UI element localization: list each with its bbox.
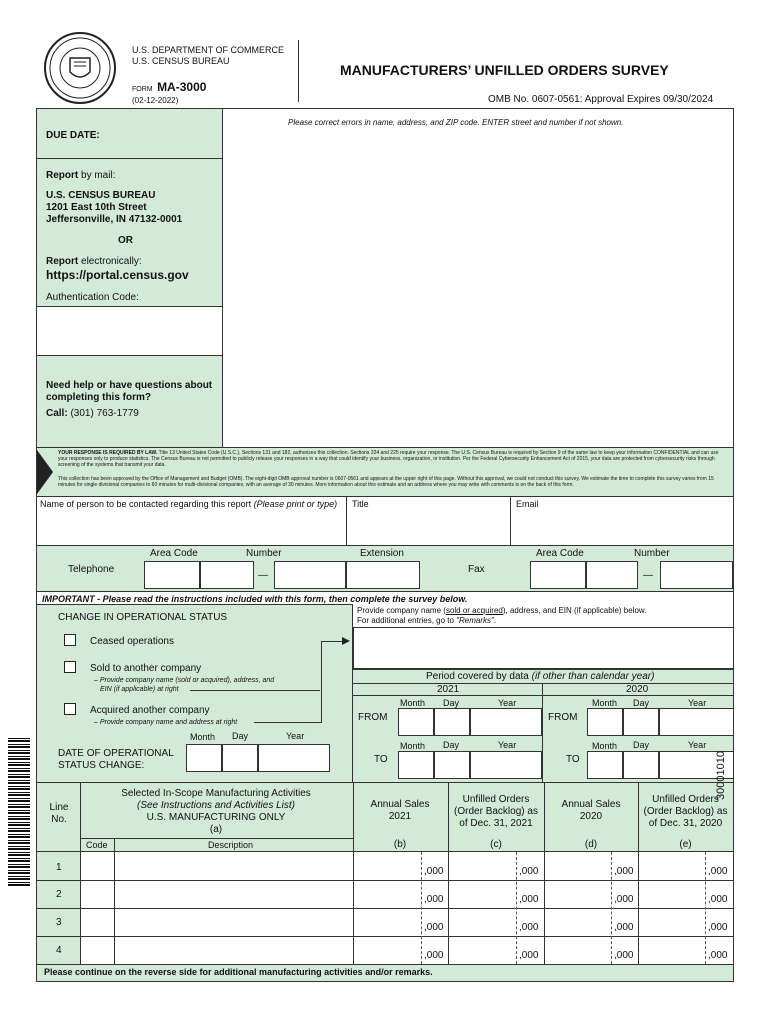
- col-c-label: (c): [490, 839, 502, 850]
- status-month-label: Month: [190, 732, 216, 742]
- to-2021-year-input[interactable]: [470, 751, 542, 779]
- to-2021-day-input[interactable]: [434, 751, 470, 779]
- address-area[interactable]: [224, 109, 733, 447]
- form-number: [132, 78, 206, 96]
- to-2021-label: TO: [374, 754, 388, 765]
- from-2020-month-input[interactable]: [587, 708, 623, 736]
- row-unfilled-2020-zeros: ,000: [708, 866, 728, 877]
- sold-label: Sold to another company: [90, 663, 202, 674]
- help-phone: Call: (301) 763-1779: [46, 408, 139, 419]
- census-seal: [44, 32, 116, 104]
- sold-note-1: – Provide company name (sold or acquired), address, and: [94, 677, 275, 684]
- to-2020-month-input[interactable]: [587, 751, 623, 779]
- from-2021-month-label: Month: [400, 698, 426, 708]
- row-code-input[interactable]: [81, 937, 114, 964]
- legal-text: YOUR RESPONSE IS REQUIRED BY LAW. Title 13 United States Code (U.S.C.), Sections 131 and 182, authorizes this collection. Sections 224 and 225 require your response. The U.S. Census Bureau is required by Section 9 of the same law to keep your information CONFIDENTIAL and can use your responses only to produce statistics. The Census Bureau is not permitted to publicly release your responses in a way that could identify your business, organization, or institution. Per the Federal Cybersecurity Enhancement Act of 2015, your data are protected from cybersecurity risks through screening of the systems that transmit your data.: [58, 450, 719, 468]
- auth-code-label: Authentication Code:: [46, 292, 139, 303]
- connector-arrow: [342, 637, 350, 645]
- extension-label: Extension: [360, 548, 404, 559]
- report-electronic: Report electronically:: [46, 256, 142, 267]
- from-2020-label: FROM: [548, 712, 578, 723]
- row-description-input[interactable]: [115, 937, 353, 964]
- status-date-label-2: STATUS CHANGE:: [58, 760, 145, 771]
- sold-checkbox[interactable]: [64, 661, 76, 673]
- legal-arrow: [37, 450, 53, 494]
- row-number: 2: [56, 889, 62, 900]
- row-number: 1: [56, 862, 62, 873]
- fax-area-code-label: Area Code: [536, 548, 584, 559]
- status-month-input[interactable]: [186, 744, 222, 772]
- phone-extension-input[interactable]: [346, 561, 420, 589]
- to-2020-month-label: Month: [592, 741, 618, 751]
- period-2020-label: 2020: [626, 684, 649, 695]
- ceased-checkbox[interactable]: [64, 634, 76, 646]
- to-2020-day-label: Day: [633, 740, 650, 750]
- to-2021-day-label: Day: [443, 740, 460, 750]
- ceased-label: Ceased operations: [90, 636, 174, 647]
- omb-approval: OMB No. 0607-0561: Approval Expires 09/30/2024: [488, 94, 714, 105]
- sales-2020-header-1: Annual Sales: [561, 799, 621, 810]
- to-2020-label: TO: [566, 754, 580, 765]
- fax-dash: —: [643, 570, 653, 581]
- contact-name-input[interactable]: [37, 512, 346, 544]
- form-prefix: FORM: [132, 86, 153, 93]
- status-year-input[interactable]: [258, 744, 330, 772]
- acquired-note: – Provide company name and address at right: [94, 719, 238, 726]
- status-year-label: Year: [286, 731, 305, 741]
- contact-email-input[interactable]: [511, 512, 733, 544]
- selected-header-3: U.S. MANUFACTURING ONLY: [146, 812, 286, 823]
- form-date: (02-12-2022): [132, 96, 179, 105]
- row-sales-2021-zeros: ,000: [424, 866, 444, 877]
- row-code-input[interactable]: [81, 853, 114, 880]
- side-form-code: 30001010: [715, 751, 727, 800]
- report-mail: Report by mail:: [46, 170, 116, 181]
- from-2020-year-label: Year: [688, 698, 707, 708]
- form-id: MA-3000: [157, 80, 207, 94]
- dept-name: U.S. DEPARTMENT OF COMMERCE: [132, 45, 285, 55]
- contact-title-input[interactable]: [347, 512, 510, 544]
- company-info-input[interactable]: [353, 627, 733, 669]
- bureau-name: U.S. CENSUS BUREAU: [132, 56, 230, 66]
- barcode: [8, 736, 30, 886]
- row-unfilled-2020-zeros: ,000: [708, 950, 728, 961]
- row-sales-2021-zeros: ,000: [424, 950, 444, 961]
- portal-link[interactable]: https://portal.census.gov: [46, 268, 189, 282]
- from-2021-year-label: Year: [498, 698, 517, 708]
- row-sales-2020-zeros: ,000: [614, 866, 634, 877]
- row-description-input[interactable]: [115, 881, 353, 908]
- row-number: 3: [56, 917, 62, 928]
- from-2021-day-label: Day: [443, 698, 460, 708]
- legal-text-2: This collection has been approved by the Office of Management and Budget (OMB). The eight-digit OMB approval number is 0607-0561 and appears at the upper right of this page. Without this approval, we could not conduct this survey. We estimate the time to complete this survey varies from 15 minutes for single divisional companies to 60 minutes for multi-divisional companies, with an average of 30 minutes. More information about this estimate and an address where you may write with comments is on the back of this form.: [58, 476, 714, 488]
- auth-code-input[interactable]: [37, 306, 223, 356]
- unfilled-2021-header-2: (Order Backlog) as: [454, 806, 538, 817]
- from-2020-year-input[interactable]: [659, 708, 733, 736]
- phone-line-input[interactable]: [274, 561, 346, 589]
- to-2021-year-label: Year: [498, 740, 517, 750]
- col-b-label: (b): [393, 839, 407, 850]
- from-2020-month-label: Month: [592, 698, 618, 708]
- row-unfilled-2021-zeros: ,000: [519, 922, 539, 933]
- selected-header-1: Selected In-Scope Manufacturing Activities: [121, 788, 311, 799]
- area-code-label: Area Code: [150, 548, 198, 559]
- sales-2021-header-2: 2021: [388, 811, 412, 822]
- from-2021-year-input[interactable]: [470, 708, 542, 736]
- acquired-checkbox[interactable]: [64, 703, 76, 715]
- or-label: OR: [118, 235, 133, 246]
- unfilled-2021-header-3: of Dec. 31, 2021: [459, 818, 533, 829]
- company-instructions-1: Provide company name (sold or acquired), address, and EIN (if applicable) below.: [357, 606, 647, 615]
- row-unfilled-2021-zeros: ,000: [519, 950, 539, 961]
- contact-title-label: Title: [352, 499, 369, 509]
- mail-address-3: Jeffersonville, IN 47132-0001: [46, 214, 183, 225]
- number-label: Number: [246, 548, 282, 559]
- row-code-input[interactable]: [81, 909, 114, 936]
- from-2020-day-input[interactable]: [623, 708, 659, 736]
- fax-prefix-input[interactable]: [586, 561, 638, 589]
- to-2020-year-label: Year: [688, 740, 707, 750]
- status-heading: CHANGE IN OPERATIONAL STATUS: [58, 612, 228, 623]
- col-d-label: (d): [584, 839, 598, 850]
- row-number: 4: [56, 945, 62, 956]
- row-unfilled-2021-zeros: ,000: [519, 894, 539, 905]
- fax-label: Fax: [468, 564, 485, 575]
- from-2021-month-input[interactable]: [398, 708, 434, 736]
- row-sales-2021-zeros: ,000: [424, 894, 444, 905]
- company-instructions-2: For additional entries, go to "Remarks".: [357, 616, 497, 625]
- line-no-header: Line No.: [49, 802, 69, 825]
- row-sales-2020-zeros: ,000: [614, 922, 634, 933]
- row-description-input[interactable]: [115, 853, 353, 880]
- sold-note-2: EIN (if applicable) at right: [100, 686, 179, 693]
- from-2020-day-label: Day: [633, 698, 650, 708]
- acquired-label: Acquired another company: [90, 705, 210, 716]
- phone-prefix-input[interactable]: [200, 561, 254, 589]
- unfilled-2021-header-1: Unfilled Orders: [462, 794, 530, 805]
- to-2021-month-label: Month: [400, 741, 426, 751]
- row-sales-2021-zeros: ,000: [424, 922, 444, 933]
- connector-line: [321, 641, 322, 723]
- address-correction-note: Please correct errors in name, address, and ZIP code. ENTER street and number if not shown.: [288, 118, 624, 127]
- row-description-input[interactable]: [115, 909, 353, 936]
- contact-name-label: Name of person to be contacted regarding this report (Please print or type): [40, 499, 338, 509]
- row-sales-2020-zeros: ,000: [614, 894, 634, 905]
- period-2021-label: 2021: [437, 684, 460, 695]
- mail-address-1: U.S. CENSUS BUREAU: [46, 190, 156, 201]
- row-sales-2020-zeros: ,000: [614, 950, 634, 961]
- period-label: Period covered by data (if other than calendar year): [426, 671, 655, 682]
- row-unfilled-2021-zeros: ,000: [519, 866, 539, 877]
- col-a-label: (a): [209, 824, 223, 835]
- to-2021-month-input[interactable]: [398, 751, 434, 779]
- unfilled-2020-header-2: (Order Backlog) as: [643, 806, 728, 817]
- form-title: MANUFACTURERS’ UNFILLED ORDERS SURVEY: [340, 62, 669, 78]
- from-2021-label: FROM: [358, 712, 388, 723]
- fax-area-code-input[interactable]: [530, 561, 586, 589]
- from-2021-day-input[interactable]: [434, 708, 470, 736]
- help-text: Need help or have questions about completing this form?: [46, 380, 213, 403]
- row-unfilled-2020-zeros: ,000: [708, 922, 728, 933]
- description-header: Description: [208, 840, 254, 850]
- due-date-label: DUE DATE:: [46, 130, 100, 141]
- status-day-input[interactable]: [222, 744, 258, 772]
- row-unfilled-2020-zeros: ,000: [708, 894, 728, 905]
- unfilled-2020-header-1: Unfilled Orders: [652, 794, 719, 805]
- code-header: Code: [86, 840, 108, 850]
- unfilled-2020-header-3: of Dec. 31, 2020: [648, 818, 723, 829]
- sales-2020-header-2: 2020: [579, 811, 603, 822]
- fax-line-input[interactable]: [660, 561, 733, 589]
- phone-area-code-input[interactable]: [144, 561, 200, 589]
- to-2020-day-input[interactable]: [623, 751, 659, 779]
- sales-2021-header-1: Annual Sales: [370, 799, 430, 810]
- footer-note: Please continue on the reverse side for additional manufacturing activities and/or remarks.: [44, 967, 433, 977]
- col-e-label: (e): [679, 839, 692, 850]
- telephone-label: Telephone: [68, 564, 115, 575]
- mail-address-2: 1201 East 10th Street: [46, 202, 147, 213]
- selected-header-2: (See Instructions and Activities List): [136, 800, 296, 811]
- important-note: IMPORTANT - Please read the instructions included with this form, then complete the survey below.: [42, 594, 468, 604]
- contact-email-label: Email: [516, 499, 539, 509]
- phone-dash: —: [258, 570, 268, 581]
- status-date-label-1: DATE OF OPERATIONAL: [58, 748, 174, 759]
- status-day-label: Day: [232, 731, 249, 741]
- row-code-input[interactable]: [81, 881, 114, 908]
- fax-number-label: Number: [634, 548, 670, 559]
